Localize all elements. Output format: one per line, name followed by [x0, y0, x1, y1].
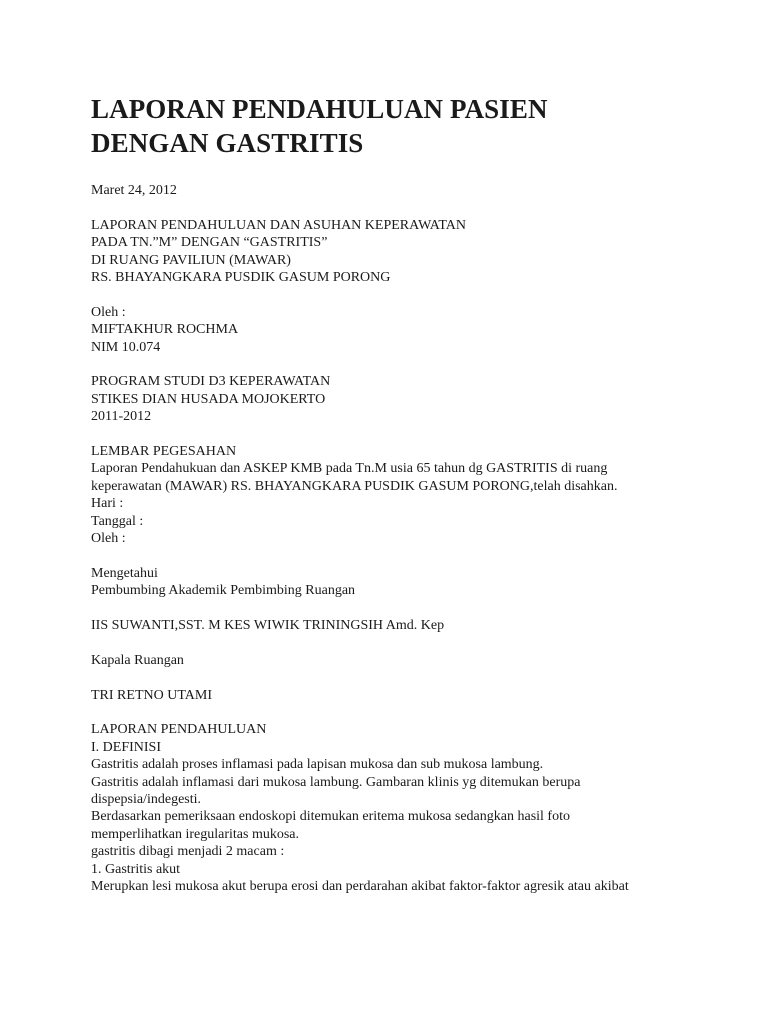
report-header-block [91, 217, 731, 287]
acknowledge-line: Mengetahui [91, 565, 158, 581]
head-name: TRI RETNO UTAMI [91, 687, 212, 703]
report-line: Berdasarkan pemeriksaan endoskopi ditemukan eritema mukosa sedangkan hasil foto [91, 809, 570, 825]
report-line: I. DEFINISI [91, 739, 161, 755]
author-line: Oleh : [91, 304, 126, 320]
head-title: Kapala Ruangan [91, 652, 184, 668]
approval-line: Tanggal : [91, 513, 144, 529]
document-page [91, 92, 731, 913]
approval-line: LEMBAR PEGESAHAN [91, 444, 237, 460]
report-line: LAPORAN PENDAHULUAN [91, 722, 267, 738]
author-block [91, 304, 731, 356]
author-line: NIM 10.074 [91, 339, 161, 355]
program-line: PROGRAM STUDI D3 KEPERAWATAN [91, 374, 331, 390]
author-line: MIFTAKHUR ROCHMA [91, 322, 239, 338]
header-line: RS. BHAYANGKARA PUSDIK GASUM PORONG [91, 270, 391, 286]
acknowledge-line: Pembumbing Akademik Pembimbing Ruangan [91, 583, 356, 599]
signers-block [91, 617, 731, 634]
program-block [91, 373, 731, 425]
approval-line: Hari : [91, 496, 124, 512]
report-line: memperlihatkan iregularitas mukosa. [91, 826, 299, 842]
title-line: LAPORAN PENDAHULUAN PASIEN [91, 94, 548, 124]
report-line: 1. Gastritis akut [91, 861, 181, 877]
header-line: PADA TN.”M” DENGAN “GASTRITIS” [91, 235, 328, 251]
approval-line: Oleh : [91, 531, 126, 547]
head-title-block [91, 652, 731, 669]
approval-block [91, 443, 731, 547]
date-text: Maret 24, 2012 [91, 183, 177, 198]
report-line: dispepsia/indegesti. [91, 792, 202, 808]
program-line: 2011-2012 [91, 409, 152, 425]
post-date [91, 182, 731, 199]
acknowledge-block [91, 565, 731, 600]
head-name-block [91, 687, 731, 704]
signers-line: IIS SUWANTI,SST. M KES WIWIK TRININGSIH Amd. Kep [91, 618, 445, 634]
report-line: Gastritis adalah inflamasi dari mukosa lambung. Gambaran klinis yg ditemukan berupa [91, 774, 581, 790]
approval-line: keperawatan (MAWAR) RS. BHAYANGKARA PUSDIK GASUM PORONG,telah disahkan. [91, 478, 618, 494]
header-line: LAPORAN PENDAHULUAN DAN ASUHAN KEPERAWATAN [91, 217, 466, 233]
report-line: Merupkan lesi mukosa akut berupa erosi dan perdarahan akibat faktor-faktor agresik atau akibat [91, 879, 629, 895]
report-line: gastritis dibagi menjadi 2 macam : [91, 844, 285, 860]
report-body-block [91, 721, 731, 895]
program-line: STIKES DIAN HUSADA MOJOKERTO [91, 391, 326, 407]
title-line: DENGAN GASTRITIS [91, 128, 364, 158]
report-line: Gastritis adalah proses inflamasi pada lapisan mukosa dan sub mukosa lambung. [91, 757, 544, 773]
approval-line: Laporan Pendahukuan dan ASKEP KMB pada Tn.M usia 65 tahun dg GASTRITIS di ruang [91, 461, 608, 477]
header-line: DI RUANG PAVILIUN (MAWAR) [91, 252, 291, 268]
document-title [91, 92, 731, 160]
